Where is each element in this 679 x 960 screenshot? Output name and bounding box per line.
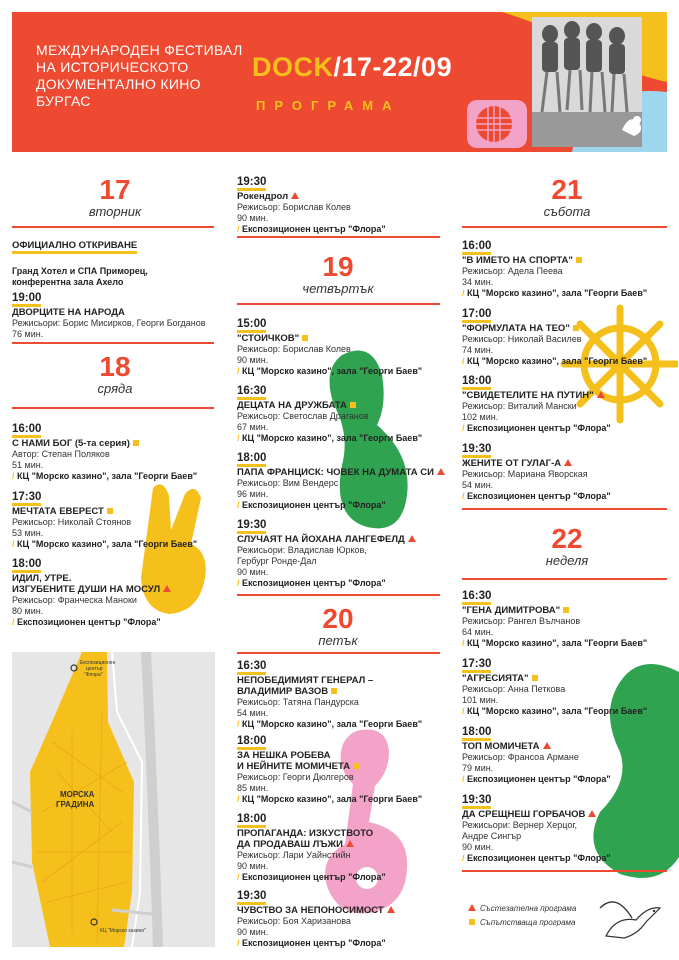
event-director: Режисьор: Татяна Пандурска <box>237 697 359 707</box>
opening-place-hall: конферентна зала Ахело <box>12 277 124 287</box>
event-20-1630[interactable] <box>237 660 422 730</box>
event-director: Режисьор: Франческа Маноки <box>12 595 137 605</box>
day-name: събота <box>543 204 591 219</box>
event-title-row <box>237 839 386 850</box>
event-director: Режисьор: Адела Пеева <box>462 266 563 276</box>
day-number: 22 <box>551 523 583 554</box>
event-venue: / КЦ "Морско казино", зала "Георги Баев" <box>12 471 197 482</box>
day-number: 20 <box>322 603 354 634</box>
event-director-2: Гербург Ронде-Дал <box>237 556 317 566</box>
event-title: ПРОПАГАНДА: ИЗКУСТВОТО <box>237 828 374 839</box>
opening-title: ОФИЦИАЛНО ОТКРИВАНЕ <box>12 240 137 254</box>
day-22 <box>512 524 622 568</box>
event-title-row <box>237 400 422 411</box>
event-venue: / КЦ "Морско казино", зала "Георги Баев" <box>462 356 647 367</box>
day-17 <box>60 175 170 219</box>
event-director: Режисьор: Виталий Мански <box>462 401 577 411</box>
legend-accompanying-label: Съпътстваща програма <box>480 918 576 927</box>
festival-dates: /17-22/09 <box>333 52 453 82</box>
event-venue: / КЦ "Морско казино", зала "Георги Баев" <box>237 719 422 730</box>
event-time: 16:30 <box>237 660 266 675</box>
event-title: ДА СРЕЩНЕШ ГОРБАЧОВ <box>462 809 586 820</box>
day-name: неделя <box>545 553 589 568</box>
event-director: Режисьор: Николай Василев <box>462 334 582 344</box>
event-director-2: Андре Сингър <box>462 831 522 841</box>
event-title: ДВОРЦИТЕ НА НАРОДА <box>12 307 125 318</box>
event-17-1930[interactable] <box>237 176 386 235</box>
event-venue: / Експозиционен център "Флора" <box>237 578 416 589</box>
event-title: ДЕЦАТА НА ДРУЖБАТА <box>237 400 347 411</box>
festival-line: БУРГАС <box>36 93 91 109</box>
event-director: Режисьор: Вим Вендерс <box>237 478 339 488</box>
divider <box>12 407 214 409</box>
event-director: Режисьори: Владислав Юрков, <box>237 545 367 555</box>
accompanying-marker-icon <box>350 402 356 408</box>
event-title: ЖЕНИТЕ ОТ ГУЛАГ-А <box>462 458 562 469</box>
event-time: 16:30 <box>462 590 491 605</box>
event-venue: / КЦ "Морско казино", зала "Георги Баев" <box>237 794 422 805</box>
opening-event <box>12 240 148 288</box>
event-title: ЧУВСТВО ЗА НЕПОНОСИМОСТ <box>237 905 384 916</box>
event-director: Режисьор: Франсоа Армане <box>462 752 579 762</box>
event-duration: 79 мин. <box>462 763 494 773</box>
dock-logo-text: DOCK <box>252 52 334 82</box>
accompanying-marker-icon <box>573 325 579 331</box>
event-title-row <box>462 741 611 752</box>
event-venue: / Експозиционен център "Флора" <box>237 500 445 511</box>
event-title-row <box>462 605 647 616</box>
event-director: Режисьор: Николай Стоянов <box>12 517 132 527</box>
event-venue: / Експозиционен център "Флора" <box>462 491 611 502</box>
legend-competition-label: Състезателна програма <box>480 904 577 913</box>
event-19-1930[interactable] <box>237 519 416 589</box>
event-title: ИДИЛ, УТРЕ. <box>12 573 72 584</box>
legend-competition <box>468 902 576 916</box>
event-title: МЕЧТАТА ЕВЕРЕСТ <box>12 506 104 517</box>
event-venue: / Експозиционен център "Флора" <box>462 774 611 785</box>
day-name: петък <box>318 633 358 648</box>
event-21-1700[interactable] <box>462 308 647 367</box>
event-director: Режисьор: Лари Уайнстийн <box>237 850 351 860</box>
event-venue: / Експозиционен център "Флора" <box>12 617 171 628</box>
event-title-row <box>12 584 171 595</box>
event-duration: 90 мин. <box>237 567 269 577</box>
accompanying-marker-icon <box>576 257 582 263</box>
competition-marker-icon <box>468 904 476 911</box>
event-duration: 54 мин. <box>237 708 269 718</box>
event-duration: 76 мин. <box>12 329 44 339</box>
event-title-row <box>237 534 416 545</box>
event-21-1600[interactable] <box>462 240 647 299</box>
event-time: 18:00 <box>462 375 491 390</box>
event-time: 19:30 <box>237 176 266 191</box>
day-20 <box>283 604 393 648</box>
accompanying-marker-icon <box>133 440 139 446</box>
event-time: 16:00 <box>462 240 491 255</box>
event-duration: 96 мин. <box>237 489 269 499</box>
event-title: "СВИДЕТЕЛИТЕ НА ПУТИН" <box>462 390 594 401</box>
event-title-row <box>462 255 647 266</box>
event-title: ПАПА ФРАНЦИСК: ЧОВЕК НА ДУМАТА СИ <box>237 467 434 478</box>
event-venue: / Експозиционен център "Флора" <box>462 853 611 864</box>
divider <box>12 226 214 228</box>
event-venue: / Експозиционен център "Флора" <box>462 423 611 434</box>
event-venue: / КЦ "Морско казино", зала "Георги Баев" <box>237 366 422 377</box>
vintage-photo-collage <box>462 12 667 152</box>
event-duration: 64 мин. <box>462 627 494 637</box>
map-casino-label: КЦ "Морско казино" <box>100 928 146 934</box>
event-title-row <box>462 323 647 334</box>
day-number: 19 <box>322 251 354 282</box>
event-title-row <box>237 905 395 916</box>
event-title-row <box>237 333 422 344</box>
event-title-row <box>237 467 445 478</box>
legend-accompanying <box>468 916 576 930</box>
accompanying-marker-icon <box>107 508 113 514</box>
venue-map[interactable] <box>12 652 215 947</box>
event-duration: 67 мин. <box>237 422 269 432</box>
event-director: Режисьор: Мариана Яворская <box>462 469 588 479</box>
event-time: 18:00 <box>237 452 266 467</box>
opening-place: Гранд Хотел и СПА Приморец, <box>12 266 148 276</box>
event-title-row <box>462 809 611 820</box>
day-name: четвъртък <box>302 281 374 296</box>
event-time: 19:30 <box>237 519 266 534</box>
competition-marker-icon <box>387 906 395 913</box>
event-time: 19:30 <box>237 890 266 905</box>
event-title: "В ИМЕТО НА СПОРТА" <box>462 255 573 266</box>
map-flora-label: Експозиционен <box>80 660 116 666</box>
day-19 <box>283 252 393 296</box>
legend <box>468 902 576 930</box>
divider <box>237 303 440 305</box>
event-director: Режисьор: Боя Харизанова <box>237 916 351 926</box>
event-duration: 90 мин. <box>462 842 494 852</box>
event-time: 19:30 <box>462 443 491 458</box>
event-time: 18:00 <box>12 558 41 573</box>
event-director: Режисьори: Вернер Херцог, <box>462 820 578 830</box>
event-time: 15:00 <box>237 318 266 333</box>
event-time: 18:00 <box>462 726 491 741</box>
day-number: 21 <box>551 174 583 205</box>
event-time: 16:30 <box>237 385 266 400</box>
event-venue: / КЦ "Морско казино", зала "Георги Баев" <box>237 433 422 444</box>
day-name: вторник <box>88 204 142 219</box>
event-title-row <box>237 191 386 202</box>
festival-title <box>36 42 243 110</box>
event-20-1800-b[interactable] <box>237 813 386 883</box>
competition-marker-icon <box>163 585 171 592</box>
event-time: 18:00 <box>237 735 266 750</box>
event-title: С НАМИ БОГ (5-та серия) <box>12 438 130 449</box>
event-director: Режисьор: Георги Дюлгеров <box>237 772 354 782</box>
accompanying-marker-icon <box>353 763 359 769</box>
event-duration: 102 мин. <box>462 412 499 422</box>
event-duration: 53 мин. <box>12 528 44 538</box>
event-duration: 85 мин. <box>237 783 269 793</box>
event-time: 17:30 <box>462 658 491 673</box>
event-title-line2: ВЛАДИМИР ВАЗОВ <box>237 686 329 697</box>
event-22-1730[interactable] <box>462 658 647 717</box>
event-director: Режисьор: Светослав Драганов <box>237 411 369 421</box>
competition-marker-icon <box>597 391 605 398</box>
event-20-1930[interactable] <box>237 890 395 949</box>
event-title-row <box>462 390 611 401</box>
event-duration: 90 мин. <box>237 355 269 365</box>
event-time: 17:30 <box>12 491 41 506</box>
event-title: ЗА НЕШКА РОБЕВА <box>237 750 331 761</box>
event-title-row <box>237 686 422 697</box>
event-venue: / Експозиционен център "Флора" <box>237 938 395 949</box>
event-duration: 90 мин. <box>237 213 269 223</box>
festival-line: МЕЖДУНАРОДЕН ФЕСТИВАЛ <box>36 42 243 58</box>
event-title: ТОП МОМИЧЕТА <box>462 741 540 752</box>
event-22-1930[interactable] <box>462 794 611 864</box>
divider <box>12 342 214 344</box>
event-19-1800[interactable] <box>237 452 445 511</box>
divider <box>462 226 667 228</box>
event-venue: / КЦ "Морско казино", зала "Георги Баев" <box>462 638 647 649</box>
divider <box>462 578 667 580</box>
program-heading: ПРОГРАМА <box>256 98 401 113</box>
event-duration: 90 мин. <box>237 861 269 871</box>
event-venue: / КЦ "Морско казино", зала "Георги Баев" <box>462 706 647 717</box>
event-title: НЕПОБЕДИМИЯТ ГЕНЕРАЛ – <box>237 675 374 686</box>
accompanying-marker-icon <box>563 607 569 613</box>
event-duration: 90 мин. <box>237 927 269 937</box>
competition-marker-icon <box>543 742 551 749</box>
event-duration: 74 мин. <box>462 345 494 355</box>
event-duration: 51 мин. <box>12 460 44 470</box>
divider <box>237 652 440 654</box>
event-title-row <box>12 506 197 517</box>
event-director: Режисьори: Борис Мисирков, Георги Богданов <box>12 318 206 328</box>
event-title: "АГРЕСИЯТА" <box>462 673 529 684</box>
map-flora-label-2: център <box>86 666 103 672</box>
competition-marker-icon <box>346 840 354 847</box>
event-title: "ГЕНА ДИМИТРОВА" <box>462 605 561 616</box>
event-duration: 34 мин. <box>462 277 494 287</box>
map-flora-label-3: "Флора" <box>84 672 103 678</box>
accompanying-marker-icon <box>331 688 337 694</box>
accompanying-marker-icon <box>302 335 308 341</box>
event-20-1800-a[interactable] <box>237 735 422 805</box>
event-19-1630[interactable] <box>237 385 422 444</box>
day-number: 18 <box>99 351 131 382</box>
competition-marker-icon <box>408 535 416 542</box>
event-duration: 54 мин. <box>462 480 494 490</box>
event-title-row <box>462 673 647 684</box>
event-title-line2: ИЗГУБЕНИТЕ ДУШИ НА МОСУЛ <box>12 584 161 595</box>
competition-marker-icon <box>437 468 445 475</box>
event-duration: 80 мин. <box>12 606 44 616</box>
event-19-1500[interactable] <box>237 318 422 377</box>
accompanying-marker-icon <box>532 675 538 681</box>
event-title: "ФОРМУЛАТА НА ТЕО" <box>462 323 570 334</box>
event-22-1630[interactable] <box>462 590 647 649</box>
event-director: Режисьор: Борислав Колев <box>237 344 351 354</box>
event-title-row <box>237 761 422 772</box>
event-title-row <box>12 438 197 449</box>
festival-line: НА ИСТОРИЧЕСКОТО <box>36 59 189 75</box>
map-garden-label: МОРСКА <box>60 790 95 799</box>
event-director: Автор: Степан Поляков <box>12 449 110 459</box>
event-21-1800[interactable] <box>462 375 611 434</box>
divider <box>237 236 440 238</box>
competition-marker-icon <box>564 459 572 466</box>
event-venue: / Експозиционен център "Флора" <box>237 872 386 883</box>
event-director: Режисьор: Анна Петкова <box>462 684 566 694</box>
day-name: сряда <box>97 381 133 396</box>
accompanying-marker-icon <box>469 919 475 925</box>
event-time: 19:00 <box>12 292 41 307</box>
event-18-1730[interactable] <box>12 491 197 550</box>
seagull-icon <box>596 886 666 946</box>
event-title: Рокендрол <box>237 191 289 202</box>
event-time: 17:00 <box>462 308 491 323</box>
event-title-line2: ДА ПРОДАВАШ ЛЪЖИ <box>237 839 343 850</box>
event-time: 18:00 <box>237 813 266 828</box>
event-21-1930[interactable] <box>462 443 611 502</box>
event-duration: 101 мин. <box>462 695 499 705</box>
event-title-line2: И НЕЙНИТЕ МОМИЧЕТА <box>237 761 351 772</box>
event-title: "СТОИЧКОВ" <box>237 333 300 344</box>
competition-marker-icon <box>291 192 299 199</box>
event-17-1900[interactable] <box>12 292 206 340</box>
divider <box>462 870 667 872</box>
event-venue: / Експозиционен център "Флора" <box>237 224 386 235</box>
event-22-1800[interactable] <box>462 726 611 785</box>
event-title-row <box>462 458 611 469</box>
event-venue: / КЦ "Морско казино", зала "Георги Баев" <box>462 288 647 299</box>
event-time: 16:00 <box>12 423 41 438</box>
festival-logo <box>252 52 452 83</box>
event-director: Режисьор: Борислав Колев <box>237 202 351 212</box>
day-18 <box>60 352 170 396</box>
divider <box>237 594 440 596</box>
divider <box>462 508 667 510</box>
event-18-1600[interactable] <box>12 423 197 482</box>
event-time: 19:30 <box>462 794 491 809</box>
header-banner <box>12 12 667 152</box>
day-number: 17 <box>99 174 131 205</box>
event-18-1800[interactable] <box>12 558 171 628</box>
event-venue: / КЦ "Морско казино", зала "Георги Баев" <box>12 539 197 550</box>
day-21 <box>512 175 622 219</box>
event-title: СЛУЧАЯТ НА ЙОХАНА ЛАНГЕФЕЛД <box>237 534 405 545</box>
map-garden-label-2: ГРАДИНА <box>56 800 95 809</box>
competition-marker-icon <box>588 810 596 817</box>
festival-line: ДОКУМЕНТАЛНО КИНО <box>36 76 201 92</box>
event-director: Режисьор: Рангел Вълчанов <box>462 616 581 626</box>
